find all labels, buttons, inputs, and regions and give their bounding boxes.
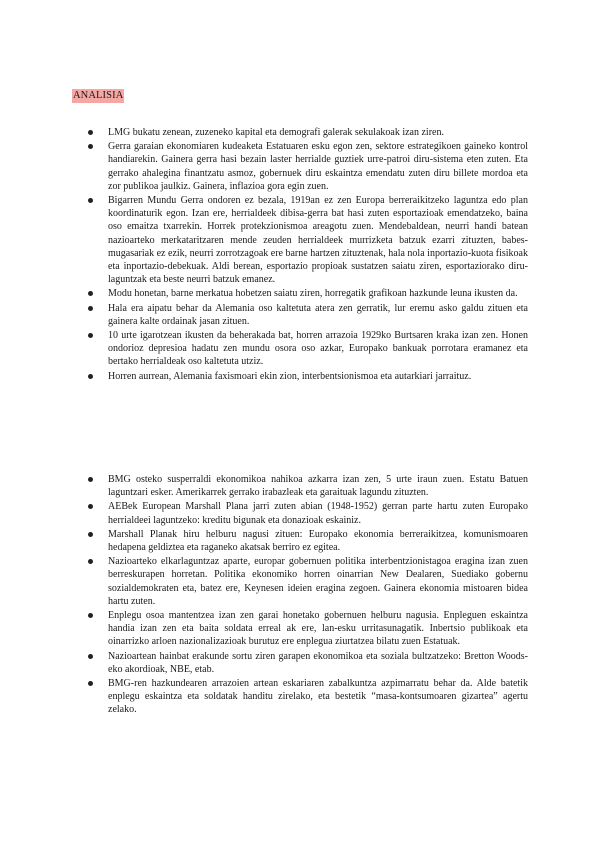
list-item: Nazioartean hainbat erakunde sortu ziren garapen ekonomikoa eta soziala bultzatzeko: Bretton Woods-eko akordioak, NBE, etab. [0, 650, 528, 676]
bullet-icon [88, 198, 93, 203]
bullet-icon [88, 477, 93, 482]
list-item: Enplegu osoa mantentzea izan zen garai honetako gobernuen helburu nagusia. Enpleguen eskaintza handia izan zen eta baita soldata erreal ak ere, lan-esku urritasunagatik. Inbertsio publikoak eta oinarrizko arloen nazionalizazioak burutuz ere enplegua ziurtatzea bilatu zuen Estatuak. [0, 609, 528, 649]
bullet-icon [88, 681, 93, 686]
list-item: 10 urte igarotzean ikusten da beherakada bat, horren arrazoia 1929ko Burtsaren kraka izan zen. Honen ondorioz depresioa hadatu zen mundu osora oso azkar, Europako bankuak porrotara eramanez eta bertako herrialdeak oso kaltetuta utziz. [0, 329, 528, 369]
bullet-icon [88, 559, 93, 564]
bullet-icon [88, 291, 93, 296]
bullet-icon [88, 130, 93, 135]
list-item: AEBek European Marshall Plana jarri zuten abian (1948-1952) gerran parte hartu zuten Europako herrialdeei laguntzeko: kreditu bigunak eta donazioak eskainiz. [0, 500, 528, 526]
analysis-list-1 [0, 126, 600, 384]
section-heading: ANALISIA [73, 90, 124, 101]
list-item: Marshall Planak hiru helburu nagusi zituen: Europako ekonomia berreraikitzea, komunismoaren hedapena geldiztea eta raganeko akatsak berriro ez egitea. [0, 528, 528, 554]
bullet-icon [88, 504, 93, 509]
bullet-icon [88, 613, 93, 618]
list-item: BMG-ren hazkundearen arrazoien artean eskariaren zabalkuntza azpimarratu behar da. Alde batetik enplegu eskaintza eta soldatak handitu zirelako, eta bestetik “masa-kontsumoaren gizartea” agertu zelako. [0, 677, 528, 717]
bullet-icon [88, 374, 93, 379]
bullet-icon [88, 532, 93, 537]
bullet-icon [88, 144, 93, 149]
list-item: LMG bukatu zenean, zuzeneko kapital eta demografi galerak sekulakoak izan ziren. [0, 126, 528, 139]
list-item: Modu honetan, barne merkatua hobetzen saiatu ziren, horregatik grafikoan hazkunde leuna ikusten da. [0, 287, 528, 300]
list-item: Bigarren Mundu Gerra ondoren ez bezala, 1919an ez zen Europa berreraikitzeko laguntza edo plan koordinaturik egon. Izan ere, herrialdeek dibisa-gerra bat hasi zuten esportazioak emendatzeko, baina oso emaitza txarrekin. Horrek protekzionismoa areagotu zuen. Mendebaldean, neurri handi batean nazioarteko merkataritzaren mende zeuden herrialdeek murrizketa batzuk ezarri zituzten, babes-mugasariak ez ezik, neurri zorrotzagoak ere barne hartzen zituztenak, hala nola inportazio-kuota fisikoak eta inportazio-debekuak. Aldi berean, esportazio propioak sustatzen saiatu ziren, esportaziorako diru-laguntzak eta beste neurri batzuk emanez. [0, 194, 528, 286]
list-item: BMG osteko susperraldi ekonomikoa nahikoa azkarra izan zen, 5 urte iraun zuen. Estatu Batuen laguntzari esker. Amerikarrek gerrako irabazleak eta garaituak lagundu zituzten. [0, 473, 528, 499]
bullet-icon [88, 306, 93, 311]
list-item: Gerra garaian ekonomiaren kudeaketa Estatuaren esku egon zen, sektore estrategikoen gaineko kontrol handiarekin. Gainera gerra hasi bezain laster herrialde guztiek urre-patroi diru-sistema eten zuten. Eta gerrako ahalegina finantzatu asmoz, gobernuek diru eskaintza emendatu zuten diru billete mordoa eta zor publikoa jaulkiz. Gainera, inflazioa gora egin zuen. [0, 140, 528, 193]
list-item: Nazioarteko elkarlaguntzaz aparte, europar gobernuen politika interbentzionistagoa eragina izan zuen berreskurapen horretan. Politika ekonomiko horren oinarrian New Dealaren, Suediako gobernu sozialdemokraten eta, batez ere, Keynesen ideien eragina zegoen. Gainera ekonomia mistoaren bidea hartu zuten. [0, 555, 528, 608]
bullet-icon [88, 654, 93, 659]
list-item: Horren aurrean, Alemania faxismoari ekin zion, interbentsionismoa eta autarkiari jarraituz. [0, 370, 528, 383]
analysis-list-2 [0, 473, 600, 718]
bullet-icon [88, 333, 93, 338]
list-item: Hala era aipatu behar da Alemania oso kaltetuta atera zen gerratik, lur eremu asko galdu zituen eta gainera kalte ordainak jasan zituen. [0, 302, 528, 328]
